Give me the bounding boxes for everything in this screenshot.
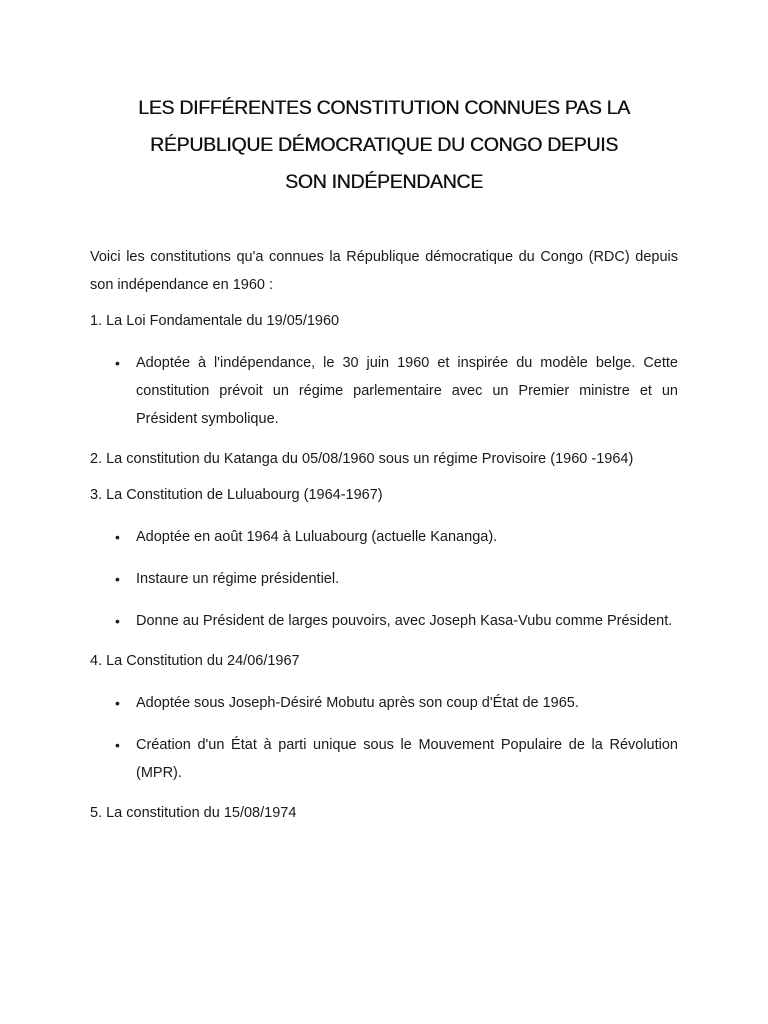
list-item	[90, 349, 678, 433]
section-heading-3: 3. La Constitution de Luluabourg (1964-1967)	[90, 487, 383, 503]
section-heading-4: 4. La Constitution du 24/06/1967	[90, 653, 300, 669]
section-4-bullet-list	[90, 689, 678, 787]
list-item-text: Adoptée sous Joseph-Désiré Mobutu après son coup d'État de 1965.	[136, 695, 579, 711]
bullet-icon: •	[115, 529, 120, 545]
list-item	[90, 731, 678, 787]
bullet-icon: •	[115, 737, 120, 753]
list-item-text: Instaure un régime présidentiel.	[136, 571, 340, 587]
list-item	[90, 565, 678, 593]
section-heading-2: 2. La constitution du Katanga du 05/08/1960 sous un régime Provisoire (1960 -1964)	[90, 451, 634, 467]
bullet-icon: •	[115, 355, 120, 371]
section-heading-5: 5. La constitution du 15/08/1974	[90, 805, 297, 821]
list-item	[90, 689, 678, 717]
list-item-text: Adoptée en août 1964 à Luluabourg (actuelle Kananga).	[136, 529, 498, 545]
list-item-text: Adoptée à l'indépendance, le 30 juin 1960 et inspirée du modèle belge. Cette constitution prévoit un régime parlementaire avec un Premier ministre et un Président symbolique.	[136, 355, 678, 427]
section-1-bullet-list	[90, 349, 678, 433]
list-item	[90, 523, 678, 551]
list-item-text: Donne au Président de larges pouvoirs, avec Joseph Kasa-Vubu comme Président.	[136, 613, 673, 629]
section-heading-1: 1. La Loi Fondamentale du 19/05/1960	[90, 313, 340, 329]
section-3-bullet-list	[90, 523, 678, 635]
intro-paragraph: Voici les constitutions qu'a connues la République démocratique du Congo (RDC) depuis son indépendance en 1960 :	[90, 249, 678, 293]
list-item-text: Création d'un État à parti unique sous le Mouvement Populaire de la Révolution (MPR).	[136, 737, 678, 781]
list-item	[90, 607, 678, 635]
bullet-icon: •	[115, 613, 120, 629]
bullet-icon: •	[115, 695, 120, 711]
document-page	[90, 90, 678, 827]
document-title: LES DIFFÉRENTES CONSTITUTION CONNUES PAS LA RÉPUBLIQUE DÉMOCRATIQUE DU CONGO DEPUIS SON INDÉPENDANCE	[138, 97, 630, 193]
bullet-icon: •	[115, 571, 120, 587]
